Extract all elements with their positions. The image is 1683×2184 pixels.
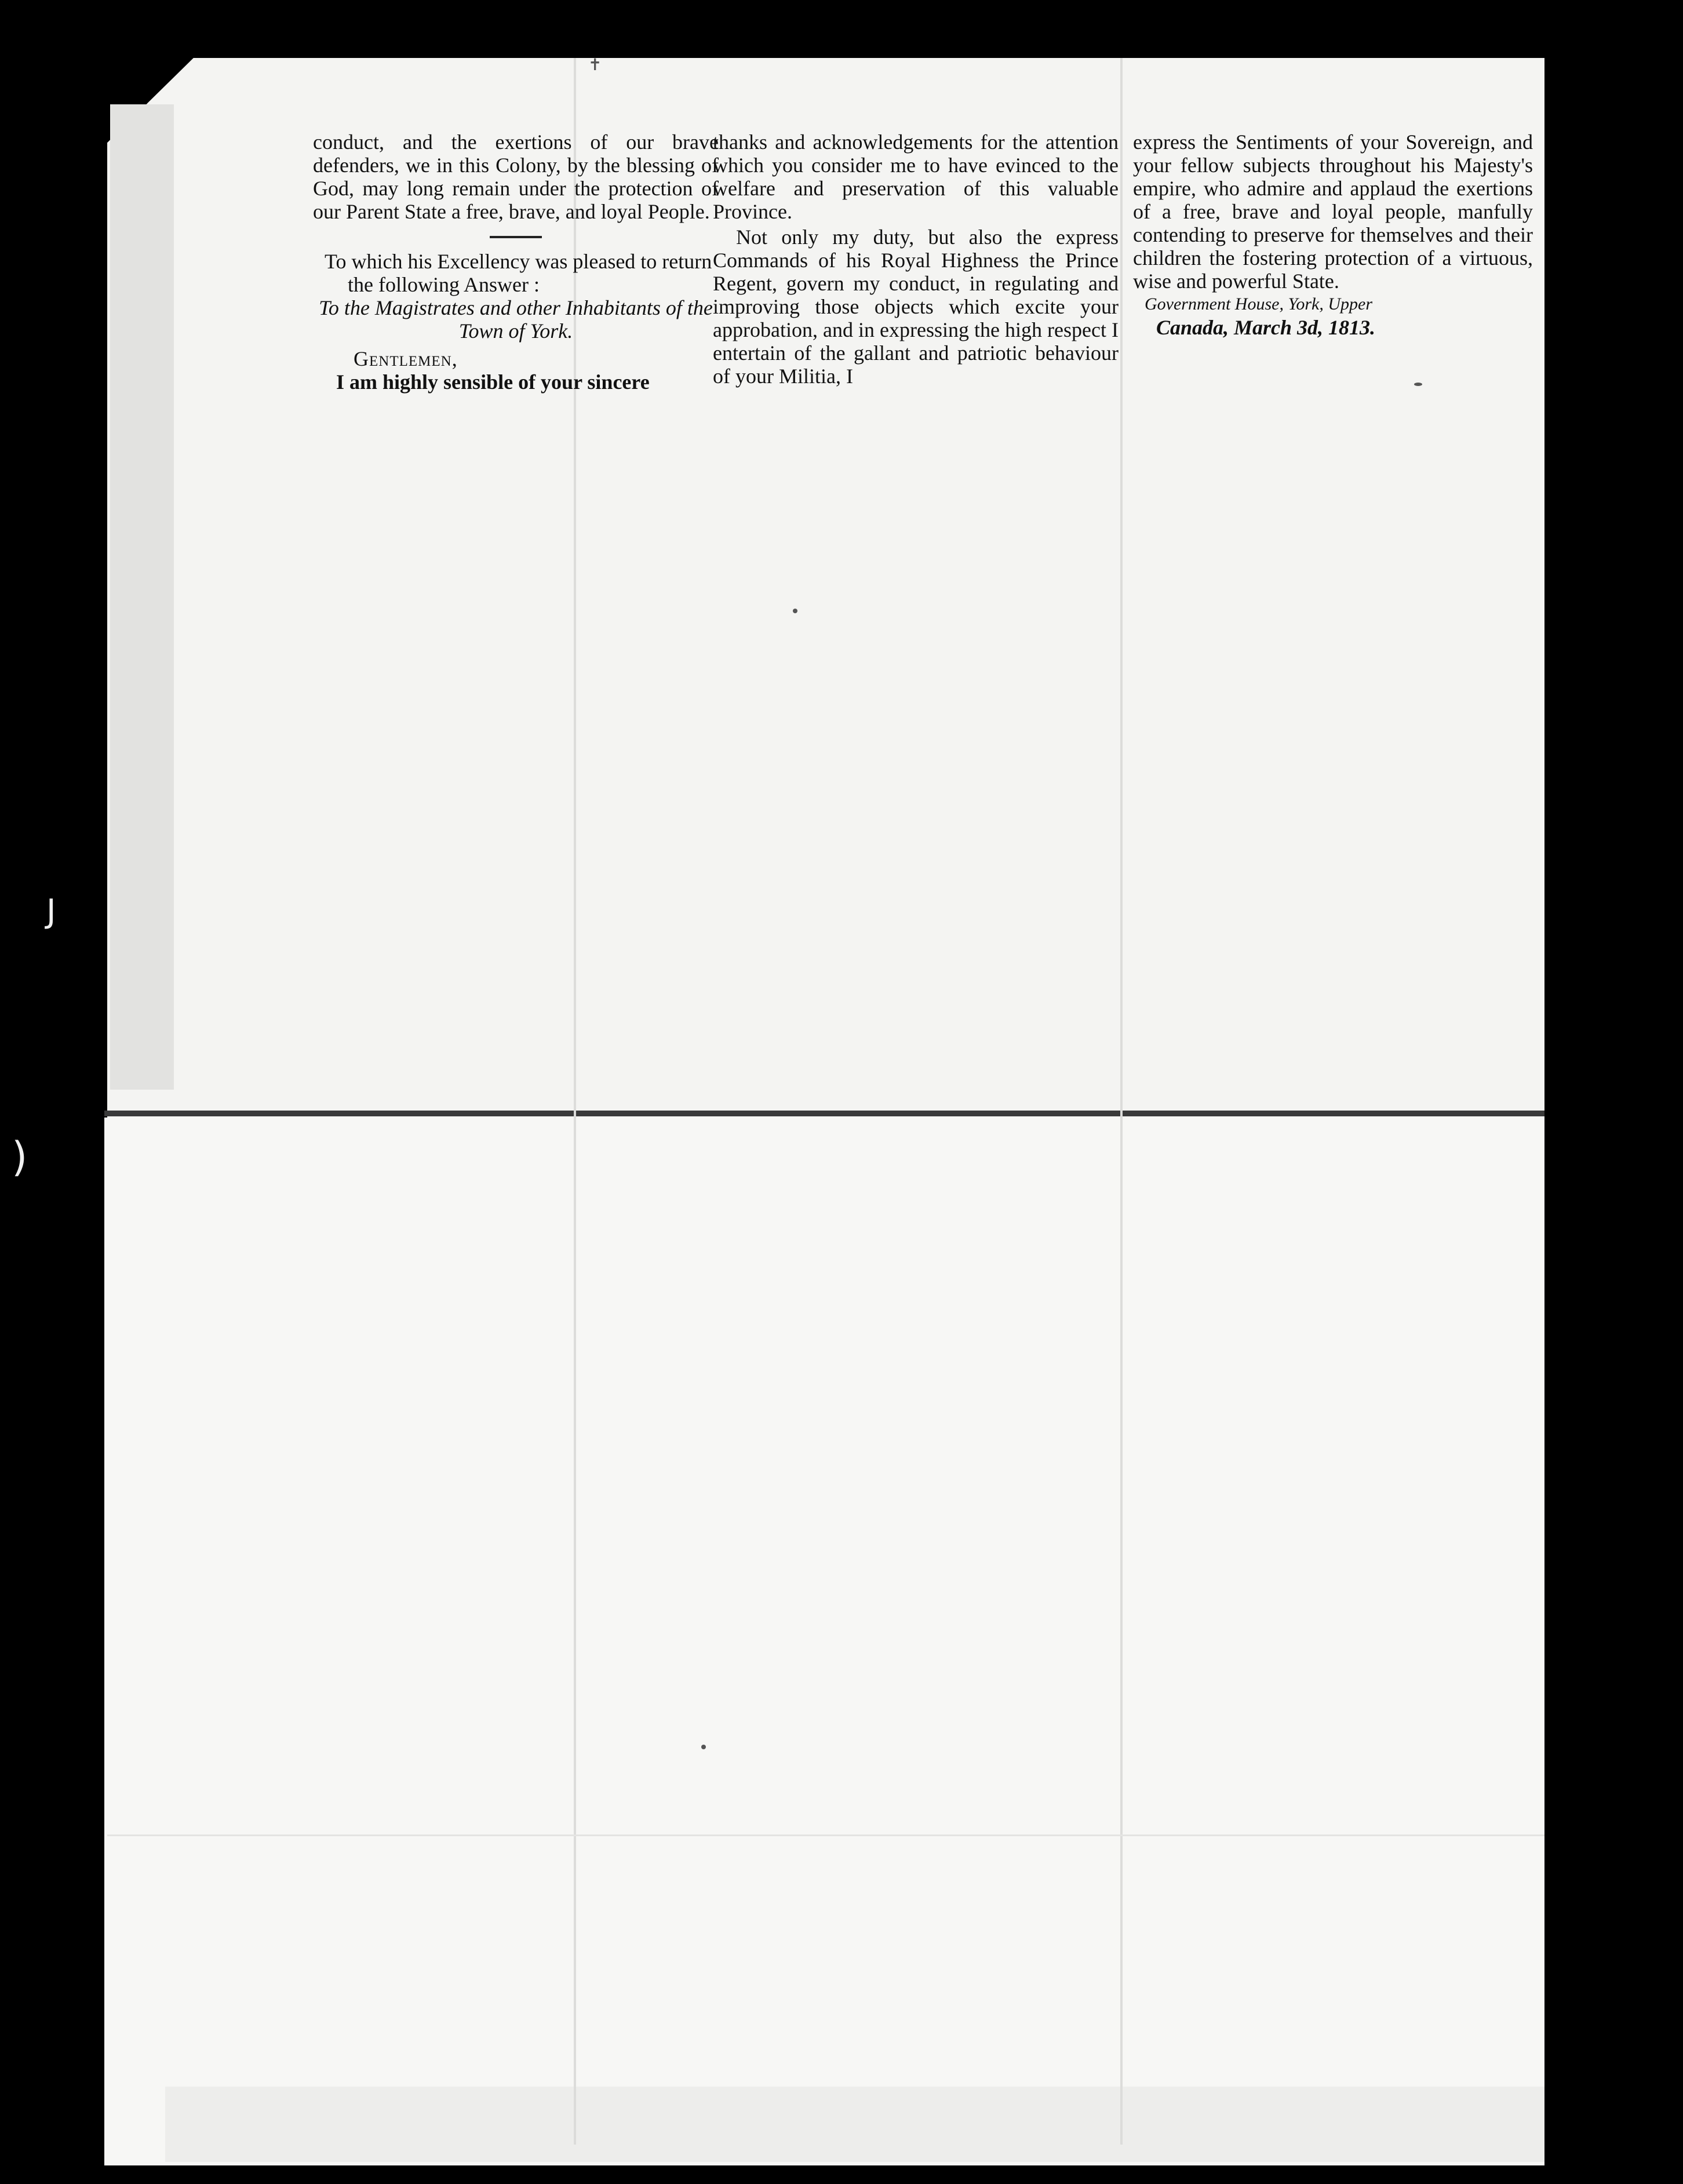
ink-speck bbox=[701, 1745, 706, 1749]
document-sheet-lower bbox=[104, 1118, 1544, 2165]
addressee: To the Magistrates and other Inhabitants of the Town of York. bbox=[319, 296, 713, 343]
paragraph: Not only my duty, but also the express Commands of his Royal Highness the Prince Regent, govern my conduct, in regulating and improving those objects which excite your approbation, and in expressing the high respect I entertain of the gallant and patriotic behaviour of your Militia, I bbox=[713, 225, 1119, 388]
salutation: Gentlemen, bbox=[354, 347, 458, 370]
ink-speck bbox=[793, 609, 797, 613]
ink-speck bbox=[1414, 383, 1422, 386]
dateline: Government House, York, Upper bbox=[1145, 294, 1373, 314]
answer-intro: To which his Excellency was pleased to return the following Answer : bbox=[325, 250, 712, 296]
date: Canada, March 3d, 1813. bbox=[1156, 316, 1376, 339]
paragraph: express the Sentiments of your Sovereign, and your fellow subjects throughout his Majesty's empire, who admire and applaud the exertions of a free, brave and loyal people, manfully contending to preserve for themselves and their children the fostering protection of a virtuous, wise and powerful State. bbox=[1133, 130, 1533, 293]
tear-line bbox=[104, 1111, 1544, 1116]
torn-edge bbox=[110, 104, 174, 1090]
left-margin-mark-upper: J bbox=[46, 893, 56, 930]
paragraph: I am highly sensible of your sincere bbox=[336, 370, 650, 394]
fold-crease-horizontal bbox=[107, 1834, 1544, 1836]
text-column-1 bbox=[313, 130, 719, 394]
fold-crease-right bbox=[1120, 58, 1123, 2145]
paragraph: thanks and acknowledgements for the attention which you consider me to have evinced to the welfare and preservation of this valuable Province. bbox=[713, 130, 1119, 223]
left-margin-mark-lower: ) bbox=[12, 1133, 28, 1181]
top-mark: ✝ bbox=[588, 55, 602, 74]
text-column-2 bbox=[713, 130, 1119, 388]
document-sheet-bottom bbox=[165, 2087, 1544, 2162]
text-column-3 bbox=[1133, 130, 1533, 339]
section-rule bbox=[490, 236, 542, 238]
paragraph: conduct, and the exertions of our brave defenders, we in this Colony, by the blessing of God, may long remain under the protection of our Parent State a free, brave, and loyal People. bbox=[313, 130, 719, 223]
